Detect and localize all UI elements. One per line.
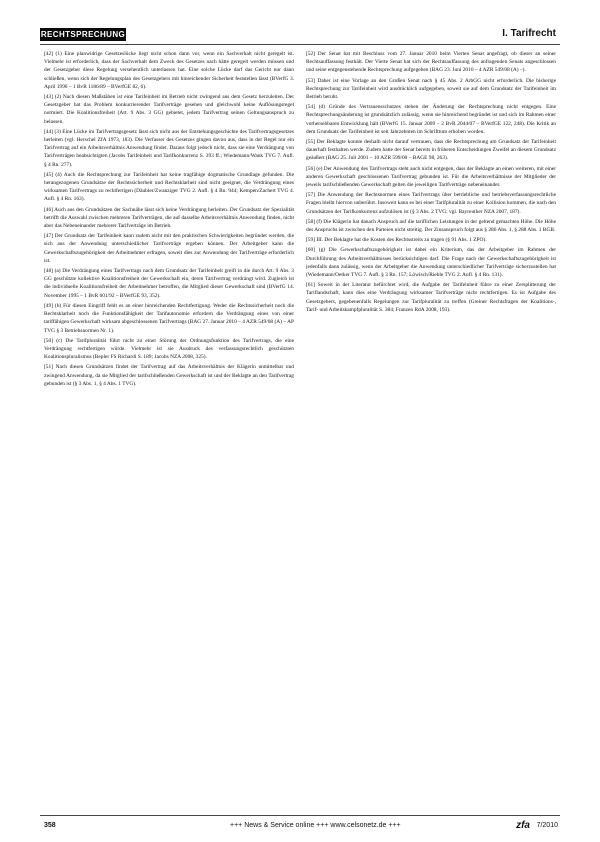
paragraph: [48] (a) Die Verdrängung eines Tarifvertrags nach dem Grundsatz der Tarifeinheit greift in die durch Art. 9 Abs. 3 GG geschützte kollektive Koalitionsfreiheit der Gewerkschaft ein, deren Tarifvertrag verdrängt wird. Zugleich ist die individuelle Koalitionsfreiheit der Arbeitnehmer betroffen, die Mitglied dieser Gewerkschaft sind (BVerfG 14. November 1995 – 1 BvR 601/92 – BVerfGE 93, 352). [44, 268, 294, 299]
paragraph: [60] (g) Die Gewerkschaftszugehörigkeit ist dabei ein Kriterium, das der Arbeitgeber im Rahmen der Durchführung des Arbeitsverhältnisses berücksichtigen darf. Die Frage nach der Gewerkschaftszugehörigkeit ist jedenfalls dann zulässig, wenn der Arbeitgeber die Anwendung unterschiedlicher Tarifverträge sicherzustellen hat (Wiedemann/Oetker TVG 7. Aufl. § 3 Rn. 157; Löwisch/Rieble TVG 2. Aufl. § 4 Rn. 131). [306, 247, 556, 279]
paragraph: [51] Nach diesen Grundsätzen findet der Tarifvertrag auf das Arbeitsverhältnis der Klägerin unmittelbar und zwingend Anwendung, da sie Mitglied der tarifschließenden Gewerkschaft ist und der Beklagte an den Tarifvertrag gebunden ist (§ 3 Abs. 1, § 4 Abs. 1 TVG). [44, 364, 294, 387]
section-label: RECHTSPRECHUNG [40, 30, 126, 39]
category-title: I. Tarifrecht [502, 28, 556, 39]
page-number: 358 [44, 822, 56, 829]
news-service-link[interactable]: +++ News & Service online +++ www.celsonetz.de +++ [230, 822, 401, 829]
page-footer [40, 820, 560, 834]
paragraph: [47] Der Grundsatz der Tarifeinheit kann zudem nicht mit den praktischen Schwierigkeiten begründet werden, die sich aus der Anwendung unterschiedlicher Tarifverträge ergeben können. Der Arbeitgeber kann die Gewerkschaftszugehörigkeit der Arbeitnehmer erfragen, soweit dies zur Anwendung der Tarifverträge erforderlich ist. [44, 233, 294, 264]
paragraph: [50] (c) Die Tarifpluralität führt nicht zu einer Störung der Ordnungsfunktion des Tarifvertrags, die eine Verdrängung rechtfertigen würde. Vielmehr ist sie Ausdruck des verfassungsrechtlich geschützten Koalitionspluralismus (Bepler FS Richardi S. 189; Jacobs NZA 2008, 325). [44, 337, 294, 361]
footer-rule [40, 815, 560, 816]
paragraph: [54] (d) Gründe des Vertrauensschutzes stehen der Änderung der Rechtsprechung nicht entgegen. Eine Rechtsprechungsänderung ist grundsätzlich zulässig, wenn sie hinreichend begründet ist und sich im Rahmen einer vorhersehbaren Entwicklung hält (BVerfG 15. Januar 2009 – 2 BvR 2044/07 – BVerfGE 122, 248). Die Kritik an dem Grundsatz der Tarifeinheit ist seit Jahrzehnten im Schrifttum erhoben worden. [306, 104, 556, 135]
paragraph: [49] (b) Für diesen Eingriff fehlt es an einer hinreichenden Rechtfertigung. Weder die Rechtssicherheit noch die Rechtsklarheit noch die Funktionsfähigkeit der Tarifautonomie erfordern die Verdrängung eines von einer tariffähigen Gewerkschaft wirksam abgeschlossenen Tarifvertrags (BAG 27. Januar 2010 – 4 AZR 549/08 (A) – AP TVG § 3 Betriebsnormen Nr. 1). [44, 302, 294, 334]
paragraph: [59] III. Der Beklagte hat die Kosten des Rechtsstreits zu tragen (§ 91 Abs. 1 ZPO). [306, 237, 487, 244]
paragraph: [61] Soweit in der Literatur befürchtet wird, die Aufgabe der Tarifeinheit führe zu einer Zersplitterung der Tariflandschaft, kann dies eine Verdrängung wirksamer Tarifverträge nicht rechtfertigen. Es ist Aufgabe des Gesetzgebers, gegebenenfalls Regelungen zur Tarifpluralität zu treffen (Greiner Rechtsfragen der Koalitions-, Tarif- und Arbeitskampfpluralität S. 384; Franzen RdA 2008, 193). [306, 282, 556, 313]
paragraph: [43] (2) Nach diesen Maßstäben ist eine Tarifeinheit im Betrieb nicht zwingend aus dem Gesetz herzuleiten. Der Gesetzgeber hat das Problem konkurrierender Tarifverträge gesehen und gleichwohl keine Auflösungsregel normiert. Die Koalitionsfreiheit (Art. 9 Abs. 3 GG) gebietet, jedem Tarifvertrag seinen Geltungsanspruch zu belassen. [44, 94, 294, 125]
paragraph: [46] Auch aus den Grundsätzen der Sachnähe lässt sich keine Verdrängung herleiten. Der Grundsatz der Spezialität betrifft die Auswahl zwischen mehreren Tarifverträgen, die auf dasselbe Arbeitsverhältnis Anwendung finden, nicht aber das Nebeneinander mehrerer Tarifverträge im Betrieb. [44, 206, 294, 230]
right-column [306, 50, 556, 810]
header-rule [40, 44, 560, 45]
left-column [44, 50, 294, 810]
paragraph: [45] (4) Auch die Rechtsprechung zur Tarifeinheit hat keine tragfähige dogmatische Grundlage gefunden. Die herangezogenen Grundsätze der Rechtssicherheit und Rechtsklarheit sind nicht geeignet, die Verdrängung eines wirksamen Tarifvertrags zu rechtfertigen (Däubler/Zwanziger TVG 2. Aufl. § 4 Rn. 944; Kempen/Zachert TVG 4. Aufl. § 4 Rn. 163). [44, 171, 294, 203]
journal-logo: zfa [516, 820, 530, 831]
paragraph: [56] (e) Der Anwendung des Tarifvertrags steht auch nicht entgegen, dass der Beklagte an einen weiteren, mit einer anderen Gewerkschaft geschlossenen Tarifvertrag gebunden ist. Für die Arbeitsverhältnisse der Mitglieder der jeweils tarifschließenden Gewerkschaft gelten die jeweiligen Tarifverträge nebeneinander. [306, 165, 556, 189]
paragraph: [52] Der Senat hat mit Beschluss vom 27. Januar 2010 beim Vierten Senat angefragt, ob dieser an seiner Rechtsauffassung festhält. Der Vierte Senat hat sich der Rechtsauffassung des anfragenden Senats angeschlossen und seine entgegenstehende Rechtsprechung aufgegeben (BAG 23. Juni 2010 – 4 AZR 549/08 (A) –). [306, 51, 556, 74]
issue-number: 7/2010 [536, 822, 558, 829]
paragraph: [57] Die Anwendung der Rechtsnormen eines Tarifvertrags über betriebliche und betriebsverfassungsrechtliche Fragen bleibt hiervon unberührt. Insoweit kann es bei einer Tarifpluralität zu einer Kollision kommen, die nach den Grundsätzen der Tarifkonkurrenz aufzulösen ist (§ 3 Abs. 2 TVG; vgl. Bayreuther NZA 2007, 187). [306, 192, 556, 215]
paragraph: [58] (f) Die Klägerin hat danach Anspruch auf die tariflichen Leistungen in der geltend gemachten Höhe. Die Höhe des Anspruchs ist zwischen den Parteien nicht streitig. Der Zinsanspruch folgt aus § 286 Abs. 1, § 288 Abs. 1 BGB. [306, 218, 556, 234]
paragraph: [44] (3) Eine Lücke im Tarifvertragsgesetz lässt sich nicht aus der Entstehungsgeschichte des Tarifvertragsgesetzes herleiten (vgl. Herschel ZfA 1973, 183). Die Verfasser des Gesetzes gingen davon aus, dass in der Regel nur ein Tarifvertrag auf ein Arbeitsverhältnis Anwendung findet. Daraus folgt jedoch nicht, dass sie eine Verdrängung von Tarifverträgen beabsichtigten (Jacobs Tarifeinheit und Tarifkonkurrenz S. 393 ff.; Wiedemann/Wank TVG 7. Aufl. § 4 Rn. 277). [44, 128, 294, 168]
paragraph: [53] Daher ist eine Vorlage an den Großen Senat nach § 45 Abs. 2 ArbGG nicht erforderlich. Die bisherige Rechtsprechung zur Tarifeinheit wird ausdrücklich aufgegeben, soweit sie auf dem Grundsatz der Tarifeinheit im Betrieb beruht. [306, 77, 556, 101]
paragraph: [42] (1) Eine planwidrige Gesetzeslücke liegt nicht schon dann vor, wenn ein Sachverhalt nicht geregelt ist. Vielmehr ist erforderlich, dass der Sachverhalt dem Zweck des Gesetzes nach hätte geregelt werden müssen und der Gesetzgeber diese Regelung versehentlich unterlassen hat. Eine solche Lücke darf das Gericht nur dann schließen, wenn sich der Regelungsplan des Gesetzgebers mit hinreichender Sicherheit feststellen lässt (BVerfG 3. April 1990 – 1 BvR 1186/89 – BVerfGE 82, 6). [44, 51, 294, 90]
paragraph: [55] Der Beklagte konnte deshalb nicht darauf vertrauen, dass die Rechtsprechung am Grundsatz der Tarifeinheit dauerhaft festhalten werde. Zudem hatte der Senat bereits in früheren Entscheidungen Zweifel an diesem Grundsatz geäußert (BAG 25. Juli 2001 – 10 AZR 599/00 – BAGE 98, 263). [306, 139, 556, 162]
